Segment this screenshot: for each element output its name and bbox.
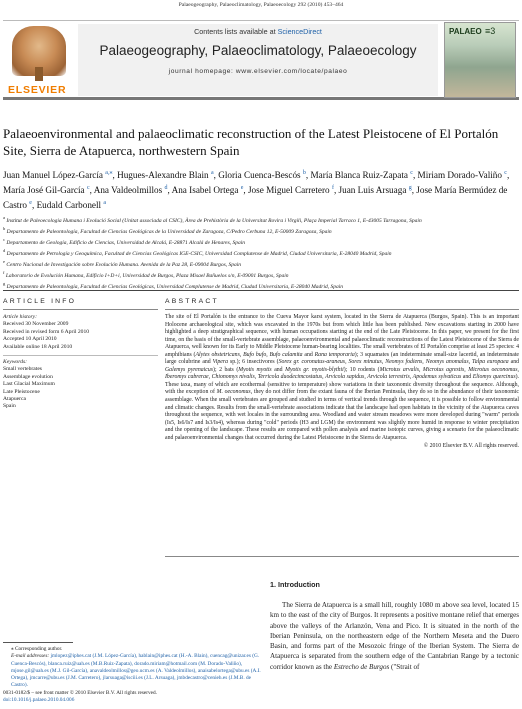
keywords-list: [3, 366, 158, 410]
introduction-text: The Sierra de Atapuerca is a small hill, roughly 1080 m above sea level, located 15 km to the east of the city of Burgos. It represents a positive montane relief that emerges above the valleys of the Arlanzón, Vena and Pico. It is situated in the north of the Iberian Peninsula, on the northeastern edge of the Northern Meseta and the Duero Basin, and forms part of the Mesozoic fringe of the Iberian System. The Sierra de Atapuerca is separated from the southern edge of the Cantabrian Range by a tectonic corridor known as the Estrecho de Burgos ("Strait of: [270, 601, 519, 671]
email-label: E-mail addresses:: [11, 653, 50, 660]
affiliation-item: $^c$ Departamento de Geología, Edificio de Ciencias, Universidad de Alcalá, E-28871 Alcalá de Henares, Spain: [3, 236, 246, 246]
affiliation-item: $^e$ Centro Nacional de Investigación sobre Evolución Humana. Avenida de la Paz 28, E-09004 Burgos, Spain: [3, 258, 242, 268]
introduction-heading: 1. Introduction: [270, 580, 320, 589]
issn-line: 0031-0182/$ – see front matter © 2010 Elsevier B.V. All rights reserved.: [3, 690, 157, 696]
elsevier-logo[interactable]: [4, 22, 74, 98]
author-affiliation-mark[interactable]: f: [331, 185, 334, 192]
affiliation-item: $^f$ Laboratorio de Evolución Humana, Edificio I+D+i, Universidad de Burgos, Plaza Misael Bañuelos s/n, E-09001 Burgos, Spain: [3, 269, 289, 279]
history-item: Available online 18 April 2010: [3, 343, 73, 350]
affiliation-item: $^b$ Departamento de Paleontología, Facultad de Ciencias Geológicas de la Universidad de Zaragoza, C/Pedro Cerbuna 12, E-50009 Zaragoza, Spain: [3, 225, 332, 235]
abstract-panel: [165, 298, 519, 449]
page-footer: [3, 690, 303, 704]
author-affiliation-mark[interactable]: c: [504, 170, 507, 176]
history-item: Received in revised form 6 April 2010: [3, 328, 90, 335]
cover-number: ≡3: [485, 26, 496, 36]
author-name[interactable]: Jose María Bermúdez de Castro: [3, 185, 508, 211]
affiliation-list: [3, 214, 519, 290]
author-affiliation-mark[interactable]: c: [86, 185, 90, 192]
author-affiliation-mark[interactable]: c: [410, 170, 413, 176]
author-name[interactable]: María Blanca Ruiz-Zapata: [310, 170, 408, 181]
author-name[interactable]: Hugues-Alexandre Blain: [117, 170, 209, 181]
author-affiliation-mark[interactable]: e: [240, 185, 244, 192]
sciencedirect-link[interactable]: ScienceDirect: [277, 27, 322, 36]
copyright-notice: © 2010 Elsevier B.V. All rights reserved.: [423, 443, 519, 450]
author-name[interactable]: Gloria Cuenca-Bescós: [218, 170, 301, 181]
journal-citation: Palaeogeography, Palaeoclimatology, Palaeoecology 292 (2010) 453–464: [178, 2, 344, 8]
keyword-item: Atapuerca: [3, 396, 26, 403]
section-divider: [3, 290, 519, 291]
history-item: Received 30 November 2009: [3, 321, 69, 328]
doi-link[interactable]: doi:10.1016/j.palaeo.2010.04.006: [3, 697, 75, 704]
history-list: [3, 321, 158, 351]
keyword-item: Late Pleistocene: [3, 388, 40, 395]
journal-cover-thumbnail[interactable]: [444, 22, 516, 98]
author-affiliation-mark[interactable]: d: [164, 185, 168, 192]
author-name[interactable]: Miriam Dorado-Valiño: [417, 170, 502, 181]
author-affiliation-mark[interactable]: b: [302, 170, 306, 176]
email-addresses[interactable]: jmlopez@iphes.cat (J.M. López-García), hablain@iphes.cat (H.-A. Blain), cuencag@unizar.es (G. Cuenca-Bescós), blanca.ruiz@uah.es (M.B.Ruiz-Zapata), dorado.miriam@hotmail.com (M. Dorado-Valiño), mjose.gil@uah.es (M.J. Gil-García), anavaldeolmillos@geo.ucm.es (A. Valdeolmillos), anaisabelortega@ubu.es (A.I. Ortega), jmcarre@ubu.es (J.M. Carretero), jlarsuaga@isciii.es (J.L. Arsuaga), jmbdecastro@cenieh.es (J.M.B. de Castro).: [11, 653, 261, 689]
history-item: Accepted 10 April 2010: [3, 336, 57, 343]
author-name[interactable]: María José Gil-García: [3, 185, 85, 196]
author-affiliation-mark[interactable]: a,⁎: [105, 170, 113, 176]
author-affiliation-mark[interactable]: g: [408, 185, 412, 192]
author-affiliation-mark[interactable]: a: [103, 200, 107, 207]
author-list: Juan Manuel López-García $^{a,⁎}$, Hugues-Alexandre Blain $^a$, Gloria Cuenca-Bescós $^b$, María Blanca Ruiz-Zapata $^c$, Miriam Dorado-Valiño $^c$, María José Gil-García $^c$, Ana Valdeolmillos $^d$, Ana Isabel Ortega $^e$, Jose Miguel Carretero $^f$, Juan Luis Arsuaga $^g$, Jose María Bermúdez de Castro $^e$, Eudald Carbonell $^a$: [3, 170, 510, 211]
keyword-item: Spain: [3, 403, 16, 410]
abstract-label: ABSTRACT: [165, 298, 219, 305]
author-name[interactable]: Jose Miguel Carretero: [247, 185, 330, 196]
affiliation-item: $^d$ Departamento de Petrología y Geoquímica, Facultad de Ciencias Geológicas IGE-CSIC, Universidad Complutense de Madrid, Ciudad Universitaria, E-28040 Madrid, Spain: [3, 247, 392, 257]
cover-title: PALAEO: [449, 27, 482, 36]
contents-line: Contents lists available at ScienceDirect: [194, 27, 322, 36]
author-affiliation-mark[interactable]: e: [29, 200, 32, 207]
correspondence-note: [3, 646, 261, 690]
affiliation-item: $^a$ Institut de Paleoecologia Humana i Evolució Social (Unitat associada al CSIC), Àrea de Prehistòria de la Universitat Rovira i Virgili, Plaça Imperial Tarraco 1, E-43005 Tarragona, Spain: [3, 215, 422, 224]
journal-homepage[interactable]: journal homepage: www.elsevier.com/locate/palaeo: [168, 68, 348, 75]
article-info-panel: [3, 298, 158, 411]
publisher-name: ELSEVIER: [8, 84, 67, 96]
author-name[interactable]: Juan Manuel López-García: [3, 170, 103, 181]
author-name[interactable]: Ana Isabel Ortega: [171, 185, 239, 196]
keyword-item: Assemblage evolution: [3, 373, 53, 380]
article-info-label: ARTICLE INFO: [3, 298, 77, 305]
keyword-item: Last Glacial Maximum: [3, 381, 55, 388]
affiliation-item: $^g$ Departamento de Paleontología, Facultad de Ciencias Geológicas, Universidad Complutense de Madrid, Ciudad Universitaria, E-28040 Madrid, Spain: [3, 280, 344, 290]
keywords-label: Keywords:: [3, 359, 28, 366]
history-label: Article history:: [3, 314, 38, 320]
author-name[interactable]: Eudald Carbonell: [36, 200, 102, 211]
abstract-text: The site of El Portalón is the entrance to the Cueva Mayor karst system, located in the Sierra de Atapuerca (Burgos, Spain). This is an important Holocene archaeological site, which was excavated in the 1970s but from which little has been published. New excavations starting in 2000 have highlighted a deep stratigraphical sequence, with human occupations starting at the end of the Late Pleistocene. In this paper, we present for the first time, on the basis of the small-vertebrate assemblage, palaeoenvironmental and palaeoclimatic reconstructions of the Latest Pleistocene of the Sierra de Atapuerca, well known for its Early to Middle Pleistocene human-bearing localities. The small vertebrates of El Portalón comprise at least 25 species: 4 amphibians (Alytes obstetricans, Bufo bufo, Bufo calamita and Rana temporaria); 3 squamates (an indeterminate small-size lacertid, an indeterminate large colubrine and Vipera sp.); 6 insectivores (Sorex gr. coronatus-araneus, Sorex minutus, Neomys fodiens, Neomys anomalus, Talpa europaea and Galemys pyrenaicus); 2 bats (Myotis myotis and Myotis gr. myotis-blythii); 10 rodents (Microtus arvalis, Microtus agrestis, Microtus oeconomus, Iberomys cabrerae, Chionomys nivalis, Terricola duodecimcostatus, Arvicola sapidus, Arvicola terrestris, Apodemus sylvaticus and Eliomys quercinus). These taxa, many of which are ecothermal (sensitive to temperature) show variations in their taxonomic diversity throughout the sequence. Although, with the exception of M. oeconomus, they do not differ from the extant fauna of the Iberian Peninsula, they do so in the abundance of their taxonomic assemblage. When the small vertebrates are grouped and studied in terms of vertical trends through the sequence, it is possible to follow environmental and climatic changes. Results from the small-vertebrate associations indicate that the landscape had open habitats in the vicinity of the Atapuerca caves throughout the sequence, with wet locales in the surrounding area. Woodland and water stream meadows were more developed during "warm" periods (Is5, Is6/Is7 and Is3/Is4), whereas during "cold" periods (H3 and LGM) the environment was slightly more humid in response to winter precipitation and the opening of the landscape. These results are compared with pollen analysis and marine isotopic curves, giving a scenario for the palaeoclimatic and palaeoenvironmental changes that occurred during the Latest Pleistocene in the Sierra de Atapuerca.: [165, 314, 520, 441]
author-name[interactable]: Juan Luis Arsuaga: [338, 185, 407, 196]
keyword-item: Small vertebrates: [3, 366, 42, 373]
corresponding-author-label: ⁎ Corresponding author.: [11, 646, 63, 652]
journal-title[interactable]: Palaeogeography, Palaeoclimatology, Palaeoecology: [99, 43, 417, 58]
article-title: Palaeoenvironmental and palaeoclimatic reconstruction of the Latest Pleistocene of El Portalón Site, Sierra de Atapuerca, northwestern Spain: [3, 126, 499, 158]
author-name[interactable]: Ana Valdeolmillos: [93, 185, 163, 196]
author-affiliation-mark[interactable]: a: [210, 170, 214, 176]
